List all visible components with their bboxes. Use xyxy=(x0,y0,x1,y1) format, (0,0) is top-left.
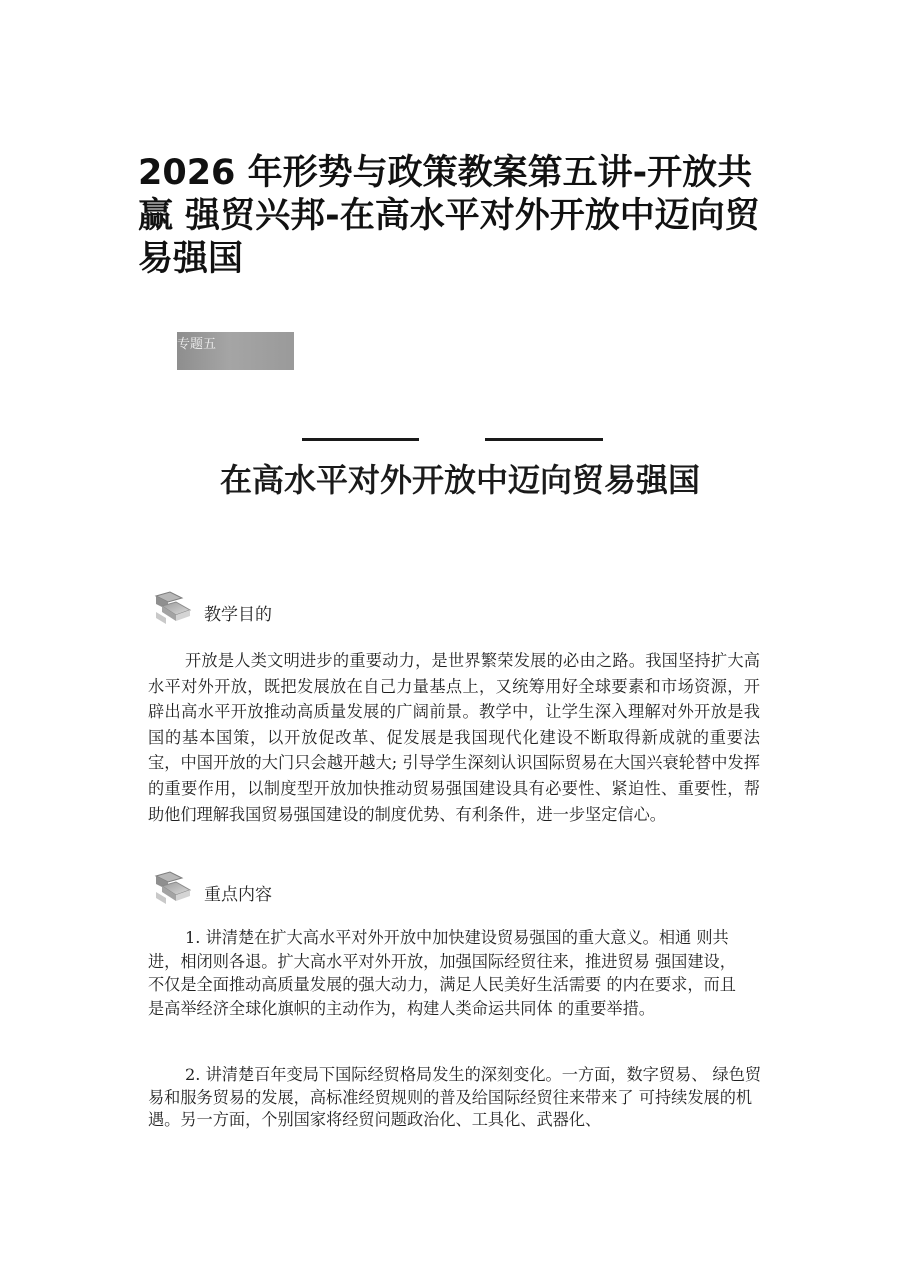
key-content-heading: 重点内容 xyxy=(204,885,272,905)
book-stack-icon xyxy=(152,590,192,628)
key-point-2: 2. 讲清楚百年变局下国际经贸格局发生的深刻变化。一方面，数字贸易、 绿色贸易和服务贸易的发展，高标准经贸规则的普及给国际经贸往来带来了 可持续发展的机遇。另一方面，个别国家将经贸问题政治化、工具化、武器化、 xyxy=(148,1065,762,1130)
objective-paragraph: 开放是人类文明进步的重要动力，是世界繁荣发展的必由之路。我国坚持扩大高水平对外开放，既把发展放在自己力量基点上，又统筹用好全球要素和市场资源，开辟出高水平开放推动高质量发展的广阔前景。教学中，让学生深入理解对外开放是我国的基本国策，以开放促改革、促发展是我国现代化建设不断取得新成就的重要法宝，中国开放的大门只会越开越大; 引导学生深刻认识国际贸易在大国兴衰轮替中发挥的重要作用，以制度型开放加快推动贸易强国建设具有必要性、紧迫性、重要性，帮助他们理解我国贸易强国建设的制度优势、有利条件，进一步坚定信心。 xyxy=(148,651,760,824)
book-stack-icon xyxy=(152,870,192,908)
section-subtitle: 在高水平对外开放中迈向贸易强国 xyxy=(219,461,700,499)
decorative-rule-right xyxy=(485,438,603,441)
document-title: 2026 年形势与政策教案第五讲-开放共赢 强贸兴邦-在高水平对外开放中迈向贸易强国 xyxy=(138,153,760,279)
objective-section-header xyxy=(152,590,552,630)
topic-badge xyxy=(177,332,294,370)
decorative-rule-left xyxy=(302,438,419,441)
objective-heading: 教学目的 xyxy=(204,605,272,625)
key-content-section-header xyxy=(152,870,552,910)
key-point-1: 1. 讲清楚在扩大高水平对外开放中加快建设贸易强国的重大意义。相通 则共进，相闭则各退。扩大高水平对外开放，加强国际经贸往来，推进贸易 强国建设，不仅是全面推动高质量发展的强大动力，满足人民美好生活需要 的内在要求，而且是高举经济全球化旗帜的主动作为，构建人类命运共同体 的重要举措。 xyxy=(148,928,736,1018)
topic-badge-label: 专题五 xyxy=(177,337,217,352)
